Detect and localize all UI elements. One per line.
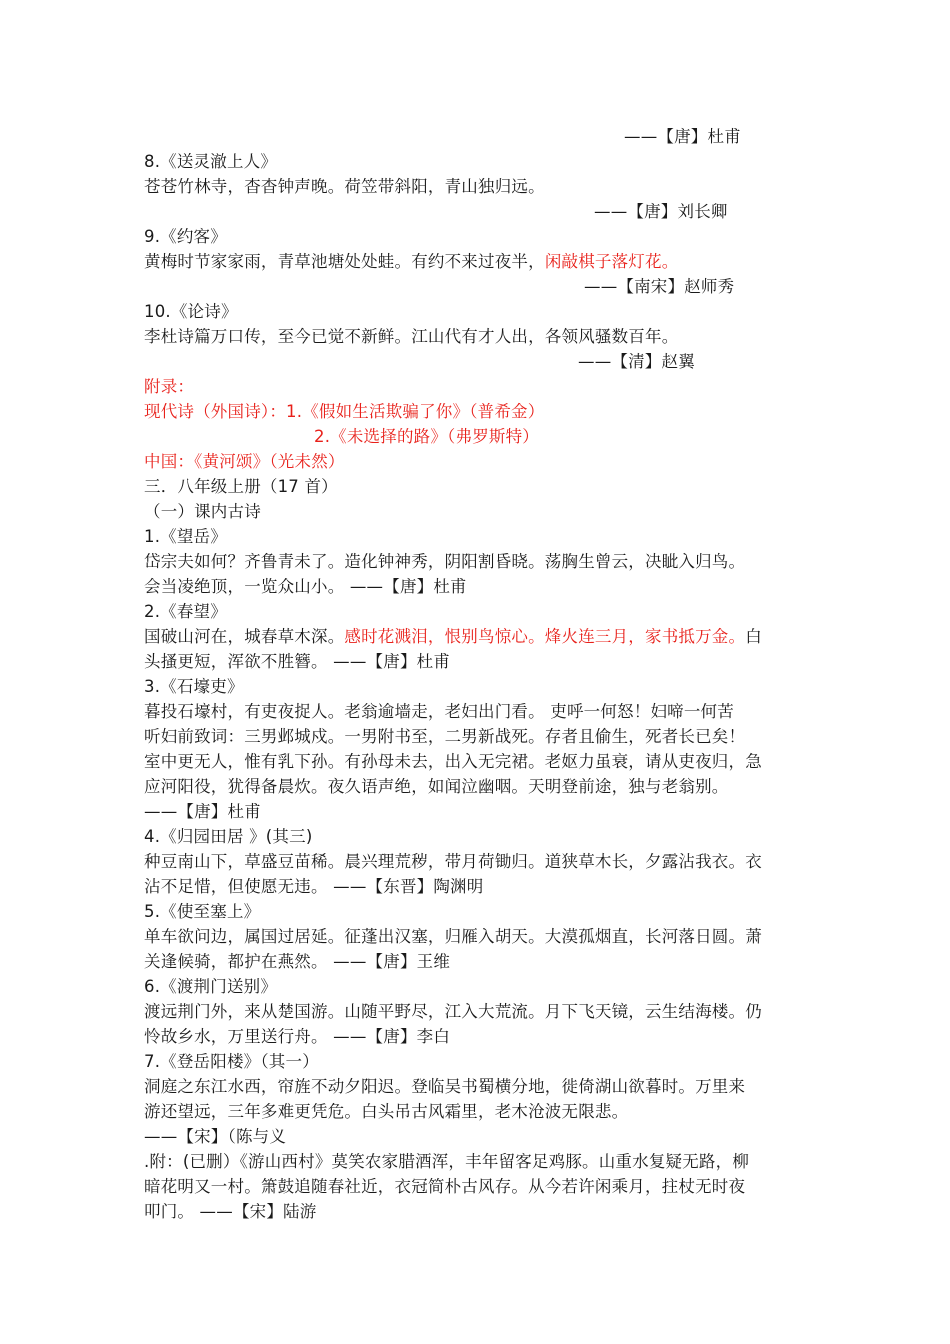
highlighted-text: 闲敲棋子落灯花。 xyxy=(544,252,679,271)
text-line: ——【南宋】赵师秀 xyxy=(584,277,735,296)
text-line: 李杜诗篇万口传，至今已觉不新鲜。江山代有才人出，各领风骚数百年。 xyxy=(144,327,679,346)
text-line: 洞庭之东江水西，帘旌不动夕阳迟。登临吴书蜀横分地，徙倚湖山欲暮时。万里来 xyxy=(144,1077,746,1096)
text-line: 会当凌绝顶，一览众山小。 ——【唐】杜甫 xyxy=(144,577,467,596)
text-line: 1.《望岳》 xyxy=(144,527,227,546)
text-line: 5.《使至塞上》 xyxy=(144,902,261,921)
text-line: 2.《春望》 xyxy=(144,602,227,621)
text-line xyxy=(144,626,762,648)
text-line: 游还望远，三年多难更凭危。白头吊古风霜里，老木沧波无限悲。 xyxy=(144,1102,629,1121)
text-line: ——【唐】杜甫 xyxy=(624,127,741,146)
text-line: 应河阳役，犹得备晨炊。夜久语声绝，如闻泣幽咽。天明登前途，独与老翁别。 xyxy=(144,777,729,796)
text-line: （一）课内古诗 xyxy=(144,502,261,521)
text-line: 听妇前致词：三男邺城戍。一男附书至，二男新战死。存者且偷生，死者长已矣！ xyxy=(144,727,746,746)
text-line: ——【唐】刘长卿 xyxy=(594,202,728,221)
text-line: 6.《渡荆门送别》 xyxy=(144,977,278,996)
text-line: 7.《登岳阳楼》（其一） xyxy=(144,1052,319,1071)
text-line: 叩门。 ——【宋】陆游 xyxy=(144,1202,317,1221)
text-line: 室中更无人，惟有乳下孙。有孙母未去，出入无完裙。老妪力虽衰，请从吏夜归，急 xyxy=(144,752,762,771)
text-line: 苍苍竹林寺，杳杳钟声晚。荷笠带斜阳，青山独归远。 xyxy=(144,177,545,196)
text-line: 附录： xyxy=(144,377,195,396)
text-line: ——【清】赵翼 xyxy=(578,352,695,371)
text-line: 10.《论诗》 xyxy=(144,302,238,321)
text-line: .附：(已删）《游山西村》莫笑农家腊酒浑，丰年留客足鸡豚。山重水复疑无路，柳 xyxy=(144,1152,750,1171)
text-line: ——【唐】杜甫 xyxy=(144,802,261,821)
text-line: 渡远荆门外，来从楚国游。山随平野尽，江入大荒流。月下飞天镜，云生结海楼。仍 xyxy=(144,1002,762,1021)
text-line: 岱宗夫如何？齐鲁青未了。造化钟神秀，阴阳割昏晓。荡胸生曾云，决眦入归鸟。 xyxy=(144,552,746,571)
text-line: 三．八年级上册（17 首） xyxy=(144,477,338,496)
text-segment: 黄梅时节家家雨，青草池塘处处蛙。有约不来过夜半， xyxy=(144,252,545,271)
highlighted-text: 感时花溅泪，恨别鸟惊心。烽火连三月，家书抵万金。 xyxy=(344,627,746,646)
text-line: 现代诗（外国诗）：1.《假如生活欺骗了你》（普希金） xyxy=(144,402,545,421)
text-line: 8.《送灵澈上人》 xyxy=(144,152,278,171)
text-line xyxy=(144,251,678,273)
text-line: ——【宋】（陈与义 xyxy=(144,1127,287,1146)
text-line: 暮投石壕村，有吏夜捉人。老翁逾墙走，老妇出门看。 吏呼一何怒！妇啼一何苦 xyxy=(144,702,734,721)
text-segment: 国破山河在，城春草木深。 xyxy=(144,627,345,646)
text-line: 3.《石壕吏》 xyxy=(144,677,244,696)
text-line: 4.《归园田居 》(其三) xyxy=(144,827,313,846)
text-line: 关逢候骑，都护在燕然。 ——【唐】王维 xyxy=(144,952,451,971)
text-line: 9.《约客》 xyxy=(144,227,227,246)
text-line: 种豆南山下，草盛豆苗稀。晨兴理荒秽，带月荷锄归。道狭草木长，夕露沾我衣。衣 xyxy=(144,852,762,871)
text-segment: 白 xyxy=(745,627,762,646)
text-line: 沾不足惜，但使愿无违。 ——【东晋】陶渊明 xyxy=(144,877,484,896)
text-line: 单车欲问边，属国过居延。征蓬出汉塞，归雁入胡天。大漠孤烟直，长河落日圆。萧 xyxy=(144,927,762,946)
text-line: 头搔更短，浑欲不胜簪。 ——【唐】杜甫 xyxy=(144,652,451,671)
text-line: 2.《未选择的路》（弗罗斯特） xyxy=(314,427,539,446)
text-line: 中国：《黄河颂》（光未然） xyxy=(144,452,345,471)
text-line: 怜故乡水，万里送行舟。 ——【唐】李白 xyxy=(144,1027,451,1046)
text-line: 暗花明又一村。箫鼓追随春社近，衣冠简朴古风存。从今若许闲乘月，拄杖无时夜 xyxy=(144,1177,746,1196)
